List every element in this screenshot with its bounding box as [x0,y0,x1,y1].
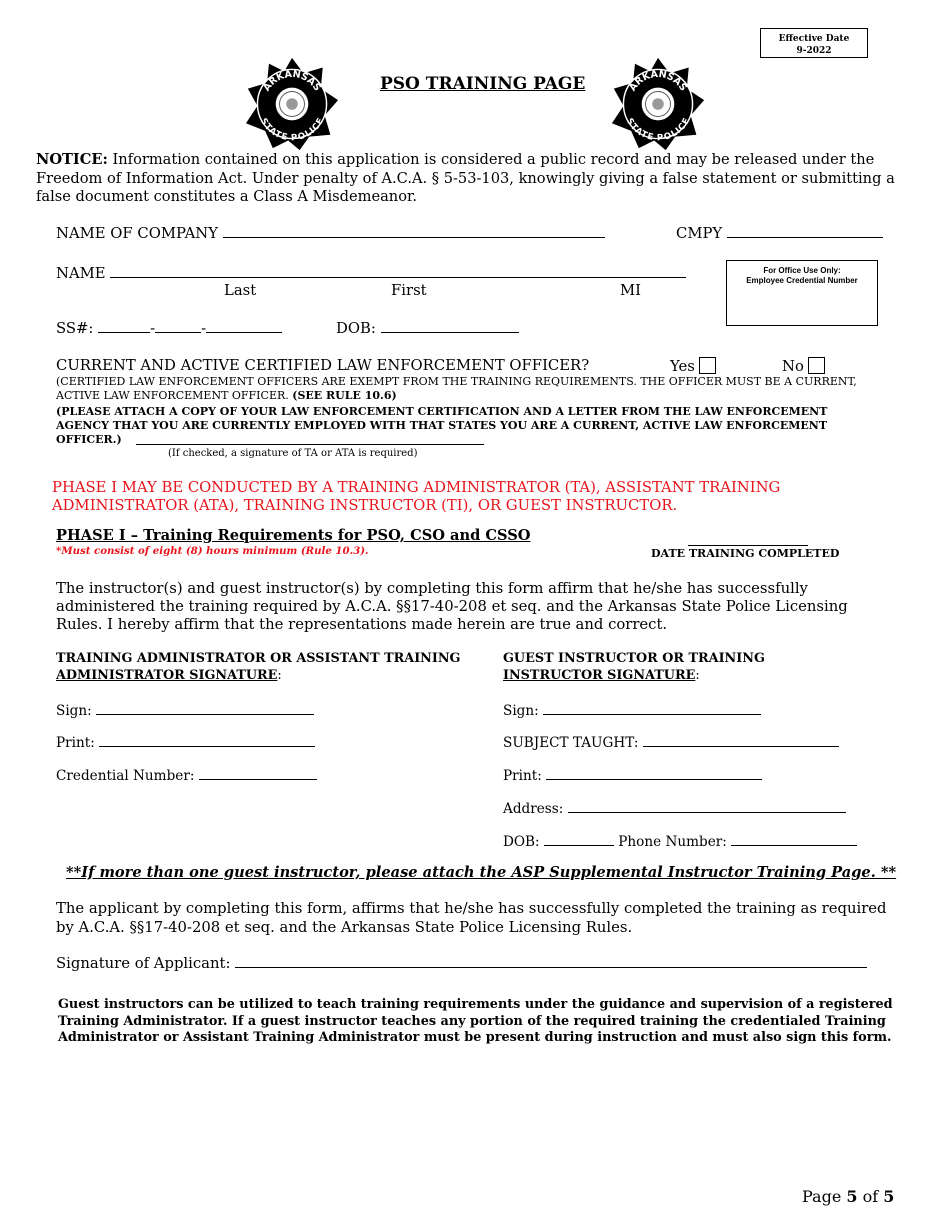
ssn-label: SS#: [56,320,94,337]
ssn-part3-input[interactable] [206,319,282,333]
leo-yes-checkbox[interactable] [699,357,716,374]
ssn-part1-input[interactable] [98,319,150,333]
cmpy-row [676,224,883,242]
ta-heading-line1: TRAINING ADMINISTRATOR OR ASSISTANT TRAINING [56,651,461,666]
gi-dob-label: DOB: [503,834,540,850]
page-total: 5 [883,1187,895,1206]
notice-paragraph [36,151,916,207]
gi-address-input[interactable] [568,799,846,813]
applicant-signature-input[interactable] [235,954,867,968]
page-of: of [857,1187,884,1206]
dob-row [336,319,519,337]
leo-yes-label: Yes [670,358,695,375]
gi-phone-label: Phone Number: [618,834,727,850]
ta-sign-input[interactable] [96,701,314,715]
state-police-badge-right [610,56,706,152]
ta-heading-line2: ADMINISTRATOR SIGNATURE [56,668,278,683]
date-completed-input[interactable] [688,532,808,546]
gi-heading-line2-wrap [503,667,765,684]
leo-attach-text: (PLEASE ATTACH A COPY OF YOUR LAW ENFORCEMENT CERTIFICATION AND A LETTER FROM THE LAW ENFORCEMENT AGENCY THAT YOU ARE CURRENTLY EMPLOYED WITH THAT STATES YOU ARE A CURRENT, ACTIVE LAW ENFORCEMENT OFFICER.) [56,405,828,446]
ta-heading-colon: : [277,668,282,683]
leo-no-checkbox[interactable] [808,357,825,374]
gi-dob-input[interactable] [544,832,614,846]
ssn-row: SS#: - - [56,319,282,337]
gi-phone-input[interactable] [731,832,857,846]
phase-notice: PHASE I MAY BE CONDUCTED BY A TRAINING ADMINISTRATOR (TA), ASSISTANT TRAINING ADMINISTRATOR (ATA), TRAINING INSTRUCTOR (TI), OR GUEST INSTRUCTOR. [52,479,781,514]
gi-address-row [503,799,846,817]
name-input[interactable] [110,264,686,278]
company-row [56,224,605,242]
ta-sign-row [56,701,314,719]
cmpy-input[interactable] [727,224,883,238]
leo-exempt-note [56,375,866,403]
leo-signature-line[interactable] [136,431,484,445]
ta-print-row [56,733,315,751]
effective-date-box [760,28,868,58]
gi-subject-label: SUBJECT TAUGHT: [503,735,639,751]
gi-heading-colon: : [695,668,700,683]
ta-heading [56,650,461,684]
leo-yes-option[interactable] [670,357,716,375]
ta-sign-label: Sign: [56,703,92,719]
applicant-affirmation: The applicant by completing this form, affirms that he/she has successfully completed the training as required by A.C.A. §§17-40-208 et seq. and the Arkansas State Police Licensing Rules. [56,900,887,936]
effective-date-value: 9-2022 [796,46,832,56]
applicant-signature-label: Signature of Applicant: [56,955,231,972]
gi-sign-row [503,701,761,719]
badge-left-bottom-text: STATE POLICE [257,116,327,144]
phase-minimum: *Must consist of eight (8) hours minimum (Rule 10.3). [56,545,369,557]
ta-credential-row [56,766,317,784]
leo-exempt-text: (CERTIFIED LAW ENFORCEMENT OFFICERS ARE EXEMPT FROM THE TRAINING REQUIREMENTS. THE OFFICER MUST BE A CURRENT, ACTIVE LAW ENFORCEMENT OFFICER. [56,375,857,402]
mi-label: MI [620,282,641,299]
leo-rule-ref: (SEE RULE 10.6) [292,389,397,402]
leo-no-option[interactable] [782,357,825,375]
company-input[interactable] [223,224,605,238]
office-use-line1: For Office Use Only: [763,266,841,275]
page-prefix: Page [802,1187,847,1206]
supplemental-note: **If more than one guest instructor, please attach the ASP Supplemental Instructor Training Page. ** [66,864,897,881]
name-label: NAME [56,265,106,282]
page-current: 5 [846,1187,858,1206]
office-use-line2: Employee Credential Number [746,276,858,285]
badge-left-top-text: ARKANSAS [261,68,323,94]
ta-print-input[interactable] [99,733,315,747]
instructor-affirmation: The instructor(s) and guest instructor(s) by completing this form affirm that he/she has successfully administered the training required by A.C.A. §§17-40-208 et seq. and the Arkansas State Police Licensing Rules. I hereby affirm that the representations made herein are true and correct. [56,580,848,633]
ta-heading-line2-wrap [56,667,461,684]
notice-label: NOTICE: [36,151,108,168]
badge-right-bottom-text: STATE POLICE [623,116,693,144]
badge-right-top-text: ARKANSAS [627,68,689,94]
leo-question: CURRENT AND ACTIVE CERTIFIED LAW ENFORCEMENT OFFICER? [56,357,590,374]
dob-input[interactable] [381,319,519,333]
ta-print-label: Print: [56,735,95,751]
gi-heading-line1: GUEST INSTRUCTOR OR TRAINING [503,651,765,666]
gi-sign-input[interactable] [543,701,761,715]
date-completed-label: DATE TRAINING COMPLETED [651,547,840,560]
notice-text: Information contained on this application is considered a public record and may be released under the Freedom of Information Act. Under penalty of A.C.A. § 5-53-103, knowingly giving a false statement or submitting a false document constitutes a Class A Misdemeanor. [36,151,895,205]
gi-subject-row [503,733,839,751]
company-label: NAME OF COMPANY [56,225,218,242]
cmpy-label: CMPY [676,225,723,242]
gi-sign-label: Sign: [503,703,539,719]
applicant-signature-row [56,954,867,972]
guest-instructor-note: Guest instructors can be utilized to teach training requirements under the guidance and supervision of a registered Training Administrator. If a guest instructor teaches any portion of the required training the credentialed Training Administrator or Assistant Training Administrator must be present during instruction and must also sign this form. [58,997,893,1045]
phase-heading: PHASE I – Training Requirements for PSO, CSO and CSSO [56,527,531,544]
page-number [802,1187,894,1206]
leo-no-label: No [782,358,804,375]
gi-heading [503,650,765,684]
office-use-box [726,260,878,326]
page-title: PSO TRAINING PAGE [380,74,586,94]
ta-credential-label: Credential Number: [56,768,195,784]
gi-dob-phone-row [503,832,857,850]
gi-subject-input[interactable] [643,733,839,747]
last-label: Last [224,282,257,299]
name-row [56,264,686,282]
effective-date-label: Effective Date [778,34,850,44]
gi-print-input[interactable] [546,766,762,780]
ta-credential-input[interactable] [199,766,317,780]
gi-address-label: Address: [503,801,564,817]
state-police-badge-left [244,56,340,152]
dob-label: DOB: [336,320,376,337]
gi-print-label: Print: [503,768,542,784]
ssn-part2-input[interactable] [155,319,201,333]
first-label: First [391,282,427,299]
gi-print-row [503,766,762,784]
leo-signature-note: (If checked, a signature of TA or ATA is required) [168,448,418,459]
gi-heading-line2: INSTRUCTOR SIGNATURE [503,668,696,683]
